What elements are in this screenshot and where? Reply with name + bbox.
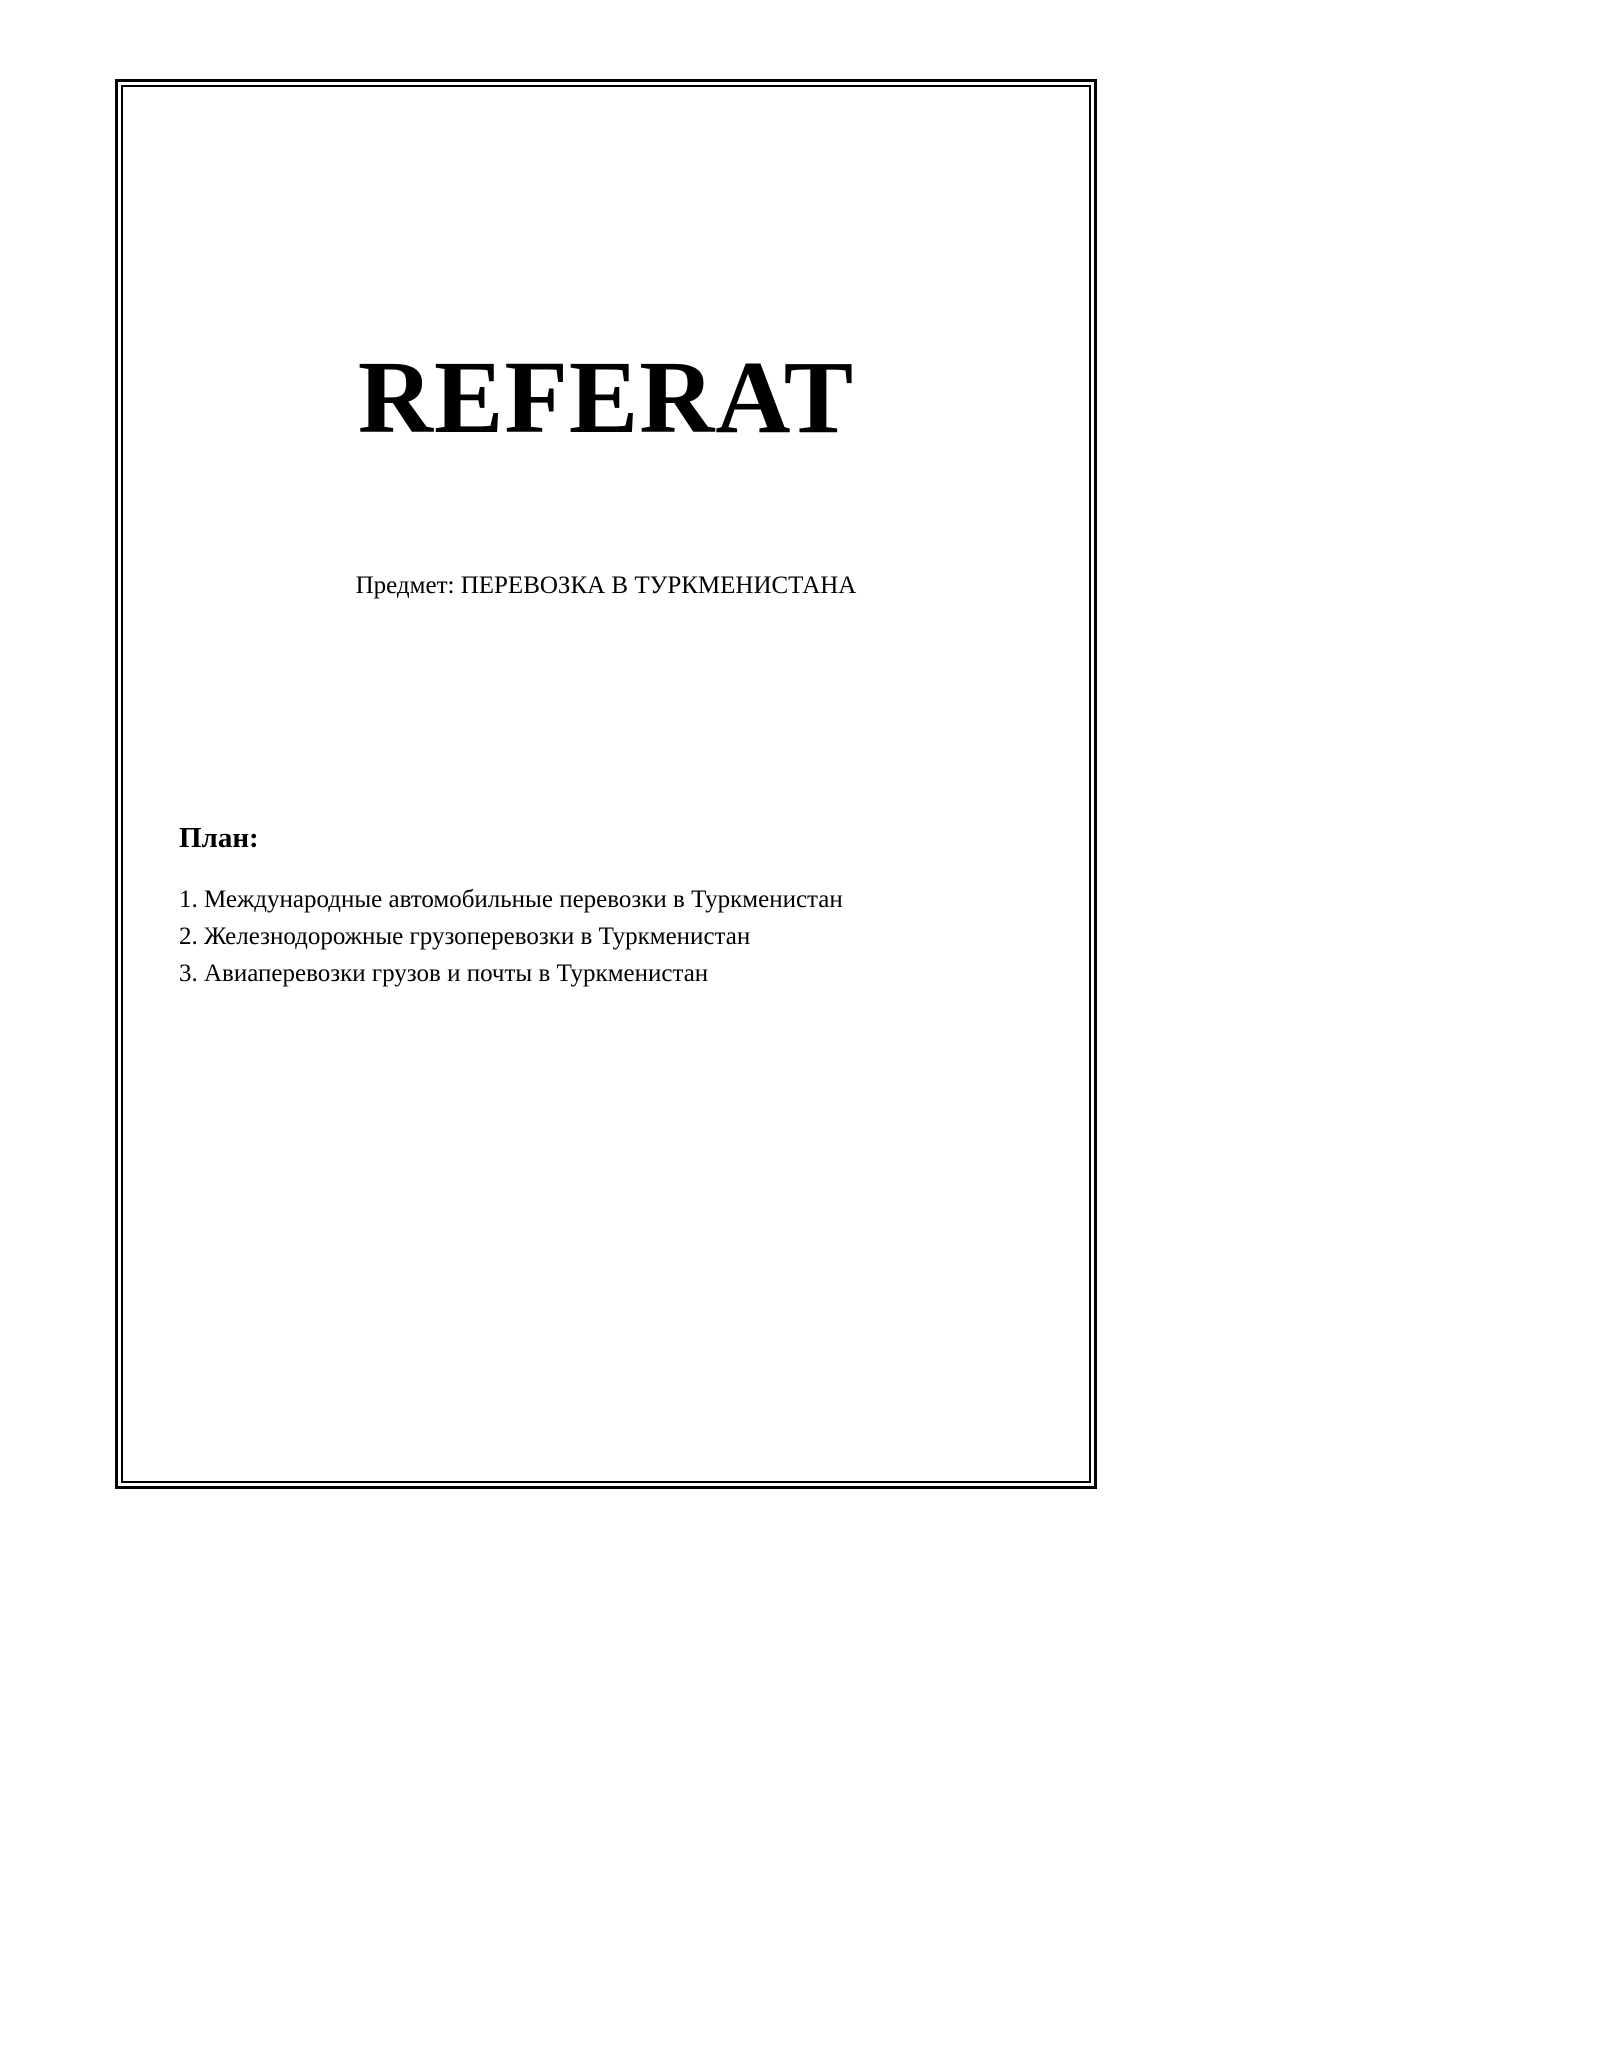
plan-heading: План: [179,822,259,854]
document-title: REFERAT [357,340,855,455]
page-border-inner [121,85,1091,1483]
plan-item: 2. Железнодорожные грузоперевозки в Туркменистан [179,923,751,950]
plan-item: 3. Авиаперевозки грузов и почты в Туркменистан [179,960,709,987]
plan-list [179,881,843,992]
plan-item: 1. Международные автомобильные перевозки в Туркменистан [179,886,843,913]
document-subject: Предмет: ПЕРЕВОЗКА В ТУРКМЕНИСТАНА [355,572,857,599]
